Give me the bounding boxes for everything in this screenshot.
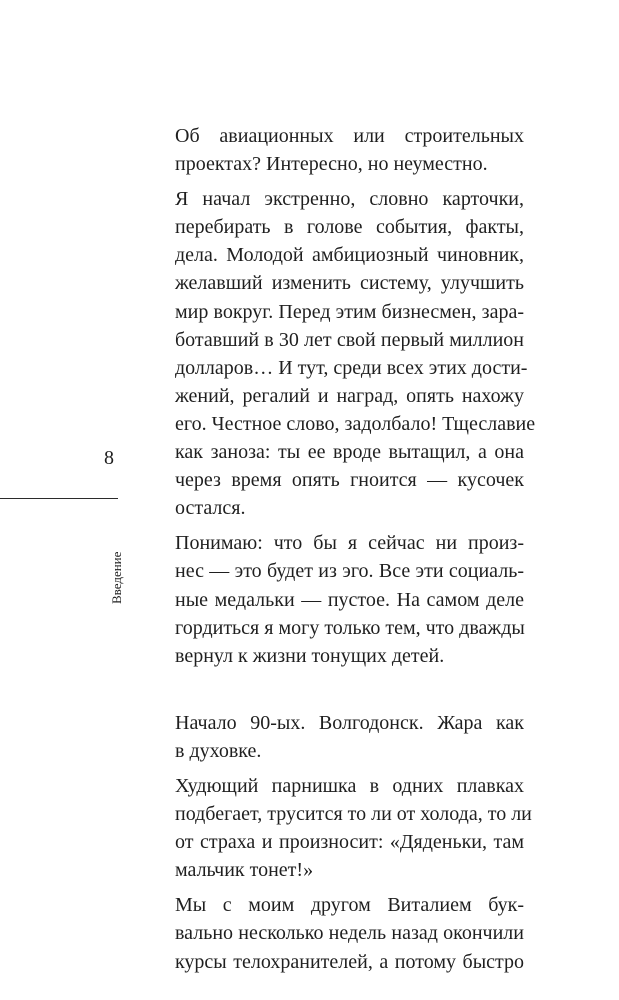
running-head: Введение [109,551,124,604]
text-line: мир вокруг. Перед этим бизнесмен, зара- [175,300,524,323]
text-line: Понимаю: что бы я сейчас ни произ- [175,532,524,555]
text-line: ботавший в 30 лет свой первый миллион [175,328,524,351]
text-line: через время опять гноится — кусочек [175,469,524,492]
paragraph [175,122,524,178]
text-line: подбегает, трусится то ли от холода, то ли [175,803,532,826]
text-line: вально несколько недель назад окончили [175,922,524,945]
text-line: жений, регалий и наград, опять нахожу [175,384,524,407]
text-line: ные медальки — пустое. На самом деле [175,588,524,611]
text-line: курсы телохранителей, а потому быстро [175,950,524,973]
text-line: от страха и произносит: «Дяденьки, там [175,831,524,854]
text-line: долларов… И тут, среди всех этих дости- [175,356,528,379]
paragraph [175,891,524,975]
text-line: проектах? Интересно, но неуместно. [175,153,488,176]
paragraph [175,529,524,669]
text-line: Я начал экстренно, словно карточки, [175,188,524,211]
paragraph [175,185,536,522]
text-line: Мы с моим другом Виталием бук- [175,894,524,917]
text-line: Худющий парнишка в одних плавках [175,774,524,797]
text-line: остался. [175,497,246,520]
text-line: Начало 90-ых. Волгодонск. Жара как [175,711,524,734]
section-break [175,677,524,709]
paragraph [175,709,524,765]
text-line: гордиться я могу только тем, что дважды [175,616,525,639]
text-line: желавший изменить систему, улучшить [175,272,524,295]
page-number: 8 [104,447,114,469]
main-text [175,122,536,983]
text-line: нес — это будет из эго. Все эти социаль- [175,560,524,583]
text-line: дела. Молодой амбициозный чиновник, [175,244,524,267]
paragraph [175,772,532,884]
text-line: мальчик тонет!» [175,859,314,882]
text-line: перебирать в голове события, факты, [175,216,524,239]
text-line: Об авиационных или строительных [175,125,524,147]
text-line: в духовке. [175,739,262,762]
text-line: как заноза: ты ее вроде вытащил, а она [175,441,524,464]
text-line: вернул к жизни тонущих детей. [175,644,445,667]
margin-rule [0,498,118,499]
text-line: его. Честное слово, задолбало! Тщеславие [175,412,536,435]
